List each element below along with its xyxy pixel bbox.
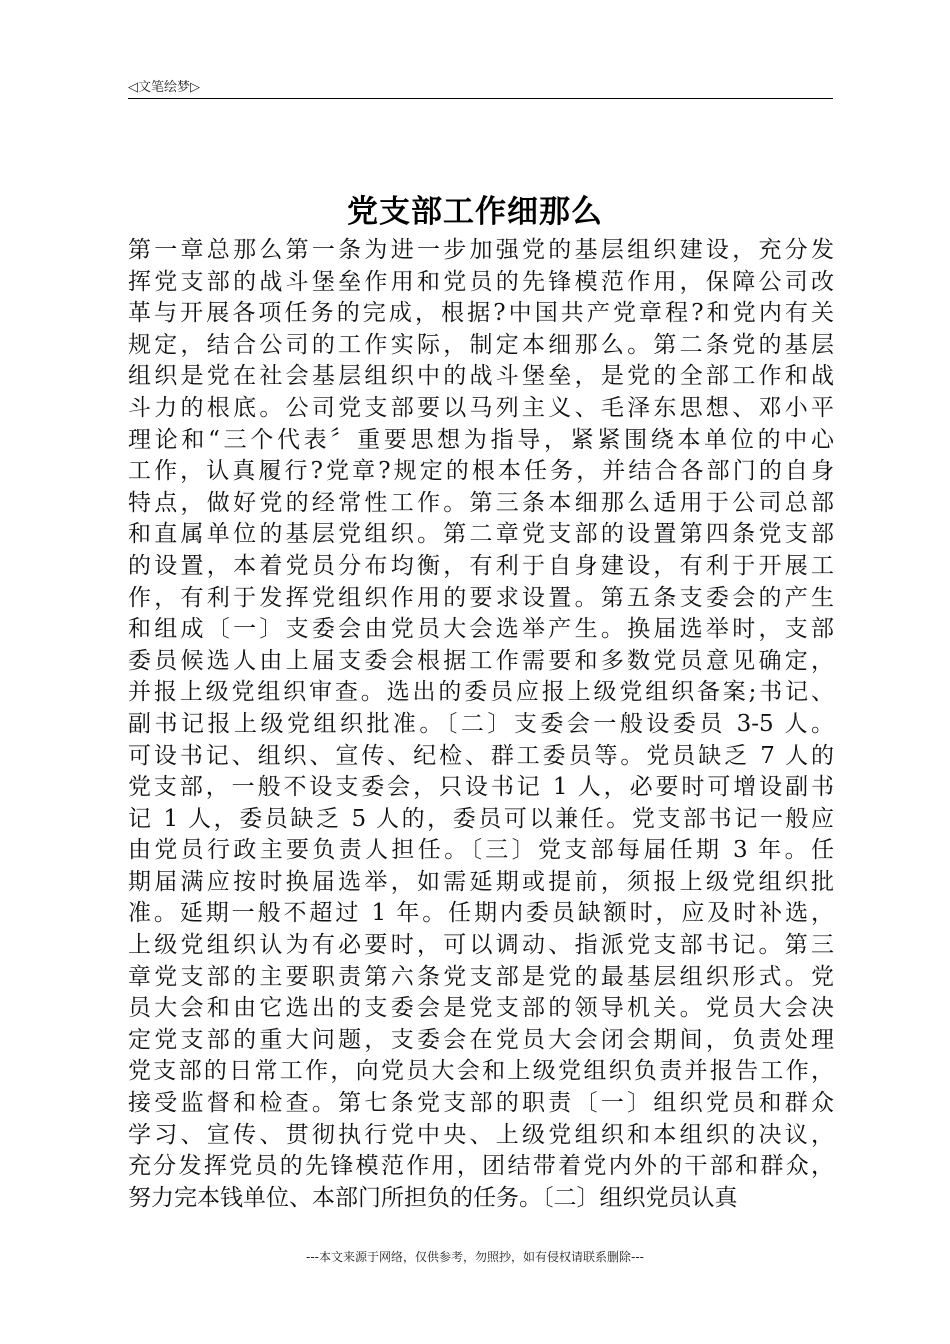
body-line: 作，有利于发挥党组织作用的要求设置。第五条支委会的产生 — [128, 584, 834, 611]
body-line: 党支部的日常工作，向党员大会和上级党组织负责并报告工作， — [128, 1058, 834, 1085]
body-line: 副书记报上级党组织批准。〔二〕支委会一般设委员 3-5 人。 — [128, 710, 834, 737]
body-line: 记 1 人，委员缺乏 5 人的，委员可以兼任。党支部书记一般应 — [128, 805, 834, 832]
body-line: 接受监督和检查。第七条党支部的职责〔一〕组织党员和群众 — [128, 1090, 834, 1117]
body-line: 章党支部的主要职责第六条党支部是党的最基层组织形式。党 — [128, 963, 834, 990]
body-line: 努力完本钱单位、本部门所担负的任务。〔二〕组织党员认真 — [128, 1184, 738, 1211]
body-line: 员大会和由它选出的支委会是党支部的领导机关。党员大会决 — [128, 995, 834, 1022]
body-line: 和直属单位的基层党组织。第二章党支部的设置第四条党支部 — [128, 521, 834, 548]
body-line: 充分发挥党员的先锋模范作用，团结带着党内外的干部和群众， — [128, 1153, 834, 1180]
body-line: 上级党组织认为有必要时，可以调动、指派党支部书记。第三 — [128, 932, 834, 959]
body-line: 的设置，本着党员分布均衡，有利于自身建设，有利于开展工 — [128, 552, 834, 579]
body-line: 第一章总那么第一条为进一步加强党的基层组织建设，充分发 — [128, 237, 834, 263]
body-line: 斗力的根底。公司党支部要以马列主义、毛泽东思想、邓小平 — [128, 394, 834, 421]
page-header — [128, 74, 833, 99]
body-line: 由党员行政主要负责人担任。〔三〕党支部每届任期 3 年。任 — [128, 837, 834, 864]
document-title: 党支部工作细那么 — [347, 194, 603, 230]
body-line: 理论和“三个代表〞重要思想为指导，紧紧围绕本单位的中心 — [128, 426, 834, 453]
page-footer: ---本文来源于网络，仅供参考，勿照抄，如有侵权请联系删除--- — [306, 1250, 644, 1264]
header-text: ◁文笔绘梦▷ — [128, 80, 200, 95]
body-line: 并报上级党组织审查。选出的委员应报上级党组织备案;书记、 — [128, 679, 834, 706]
body-line: 挥党支部的战斗堡垒作用和党员的先锋模范作用，保障公司改 — [128, 268, 834, 295]
body-line: 准。延期一般不超过 1 年。任期内委员缺额时，应及时补选， — [128, 900, 834, 927]
document-body — [128, 235, 834, 1214]
body-line: 工作，认真履行?党章?规定的根本任务，并结合各部门的自身 — [128, 458, 834, 485]
body-line: 党支部，一般不设支委会，只设书记 1 人，必要时可增设副书 — [128, 774, 834, 801]
body-line: 学习、宣传、贯彻执行党中央、上级党组织和本组织的决议， — [128, 1121, 834, 1148]
body-line: 和组成〔一〕支委会由党员大会选举产生。换届选举时，支部 — [128, 616, 834, 643]
body-line: 规定，结合公司的工作实际，制定本细那么。第二条党的基层 — [128, 331, 834, 358]
body-line: 特点，做好党的经常性工作。第三条本细那么适用于公司总部 — [128, 489, 834, 516]
body-line: 期届满应按时换届选举，如需延期或提前，须报上级党组织批 — [128, 868, 834, 895]
body-line: 定党支部的重大问题，支委会在党员大会闭会期间，负责处理 — [128, 1026, 834, 1053]
body-line: 委员候选人由上届支委会根据工作需要和多数党员意见确定， — [128, 647, 834, 674]
body-line: 组织是党在社会基层组织中的战斗堡垒，是党的全部工作和战 — [128, 363, 834, 390]
body-line: 可设书记、组织、宣传、纪检、群工委员等。党员缺乏 7 人的 — [128, 742, 834, 769]
body-line: 革与开展各项任务的完成，根据?中国共产党章程?和党内有关 — [128, 300, 834, 327]
